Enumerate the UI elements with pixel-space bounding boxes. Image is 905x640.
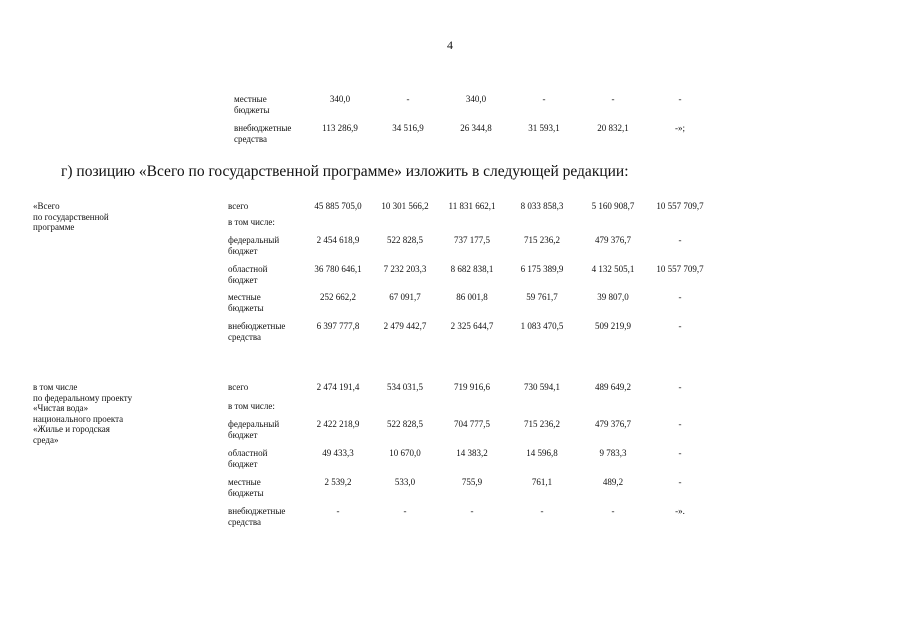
table-cell: 340,0 bbox=[465, 94, 487, 104]
table-cell: 10 557 709,7 bbox=[656, 264, 704, 274]
table-cell: 113 286,9 bbox=[322, 123, 358, 133]
group-label: «Всего по государственной программе bbox=[33, 201, 109, 232]
row-label: в том числе: bbox=[228, 401, 275, 411]
table-cell: 479 376,7 bbox=[595, 419, 631, 429]
table-cell: - bbox=[678, 477, 682, 487]
table-cell: 715 236,2 bbox=[524, 419, 560, 429]
table-cell: 10 670,0 bbox=[389, 448, 421, 458]
row-label: внебюджетные средства bbox=[228, 506, 286, 527]
table-cell: 489 649,2 bbox=[595, 382, 631, 392]
row-label: федеральный бюджет bbox=[228, 419, 280, 440]
table-cell: 1 083 470,5 bbox=[520, 321, 564, 331]
table-cell: 67 091,7 bbox=[389, 292, 421, 302]
table-cell: 704 777,5 bbox=[454, 419, 490, 429]
table-cell: 2 479 442,7 bbox=[383, 321, 427, 331]
table-cell: - bbox=[403, 506, 407, 516]
table-cell: - bbox=[540, 506, 544, 516]
row-label: в том числе: bbox=[228, 217, 275, 227]
table-cell: 479 376,7 bbox=[595, 235, 631, 245]
table-cell: - bbox=[470, 506, 474, 516]
table-cell: 522 828,5 bbox=[387, 419, 423, 429]
table-cell: 26 344,8 bbox=[460, 123, 492, 133]
table-cell: 534 031,5 bbox=[387, 382, 423, 392]
table-cell: 9 783,3 bbox=[599, 448, 627, 458]
table-cell: 45 885 705,0 bbox=[314, 201, 362, 211]
table-cell: - bbox=[678, 382, 682, 392]
table-cell: 8 682 838,1 bbox=[450, 264, 494, 274]
table-cell: 2 454 618,9 bbox=[316, 235, 360, 245]
row-label: областной бюджет bbox=[228, 448, 268, 469]
row-label: внебюджетные средства bbox=[228, 321, 286, 342]
table-cell: - bbox=[406, 94, 410, 104]
table-cell: 2 474 191,4 bbox=[316, 382, 360, 392]
table-cell: 2 325 644,7 bbox=[450, 321, 494, 331]
table-cell: - bbox=[678, 448, 682, 458]
table-cell: 4 132 505,1 bbox=[591, 264, 635, 274]
group-label: в том числе по федеральному проекту «Чистая вода» национального проекта «Жилье и городская среда» bbox=[33, 382, 133, 445]
table-cell: 719 916,6 bbox=[454, 382, 490, 392]
table-cell: 5 160 908,7 bbox=[591, 201, 635, 211]
table-cell: 31 593,1 bbox=[528, 123, 560, 133]
table-cell: 10 557 709,7 bbox=[656, 201, 704, 211]
table-cell: 10 301 566,2 bbox=[381, 201, 429, 211]
table-cell: 522 828,5 bbox=[387, 235, 423, 245]
table-cell: 509 219,9 bbox=[595, 321, 631, 331]
row-label: местные бюджеты bbox=[234, 94, 270, 115]
table-cell: 715 236,2 bbox=[524, 235, 560, 245]
table-cell: - bbox=[678, 94, 682, 104]
table-cell: -»; bbox=[675, 123, 685, 133]
table-cell: 489,2 bbox=[602, 477, 624, 487]
table-cell: 36 780 646,1 bbox=[314, 264, 362, 274]
table-cell: 59 761,7 bbox=[526, 292, 558, 302]
table-cell: - bbox=[611, 506, 615, 516]
table-cell: 340,0 bbox=[329, 94, 351, 104]
table-cell: 761,1 bbox=[531, 477, 553, 487]
table-cell: 737 177,5 bbox=[454, 235, 490, 245]
table-cell: - bbox=[678, 419, 682, 429]
table-cell: 755,9 bbox=[461, 477, 483, 487]
table-cell: 2 422 218,9 bbox=[316, 419, 360, 429]
table-cell: - bbox=[336, 506, 340, 516]
table-cell: 6 175 389,9 bbox=[520, 264, 564, 274]
row-label: областной бюджет bbox=[228, 264, 268, 285]
table-cell: 8 033 858,3 bbox=[520, 201, 564, 211]
table-cell: 252 662,2 bbox=[320, 292, 356, 302]
table-cell: - bbox=[678, 321, 682, 331]
row-label: местные бюджеты bbox=[228, 477, 264, 498]
row-label: федеральный бюджет bbox=[228, 235, 280, 256]
page-number: 4 bbox=[447, 38, 453, 52]
table-cell: 533,0 bbox=[394, 477, 416, 487]
table-cell: 49 433,3 bbox=[322, 448, 354, 458]
row-label: внебюджетные средства bbox=[234, 123, 292, 144]
table-cell: 6 397 777,8 bbox=[316, 321, 360, 331]
table-cell: 86 001,8 bbox=[456, 292, 488, 302]
table-cell: 14 383,2 bbox=[456, 448, 488, 458]
table-cell: - bbox=[611, 94, 615, 104]
table-cell: 11 831 662,1 bbox=[448, 201, 496, 211]
table-cell: 20 832,1 bbox=[597, 123, 629, 133]
table-cell: 14 596,8 bbox=[526, 448, 558, 458]
table-cell: 39 807,0 bbox=[597, 292, 629, 302]
row-label: всего bbox=[228, 382, 249, 392]
table-cell: - bbox=[678, 235, 682, 245]
table-cell: 7 232 203,3 bbox=[383, 264, 427, 274]
table-cell: 34 516,9 bbox=[392, 123, 424, 133]
table-cell: - bbox=[542, 94, 546, 104]
table-cell: 730 594,1 bbox=[524, 382, 560, 392]
table-cell: - bbox=[678, 292, 682, 302]
section-heading: г) позицию «Всего по государственной программе» изложить в следующей редакции: bbox=[61, 163, 629, 180]
row-label: всего bbox=[228, 201, 249, 211]
table-cell: 2 539,2 bbox=[324, 477, 352, 487]
row-label: местные бюджеты bbox=[228, 292, 264, 313]
table-cell: -». bbox=[675, 506, 685, 516]
